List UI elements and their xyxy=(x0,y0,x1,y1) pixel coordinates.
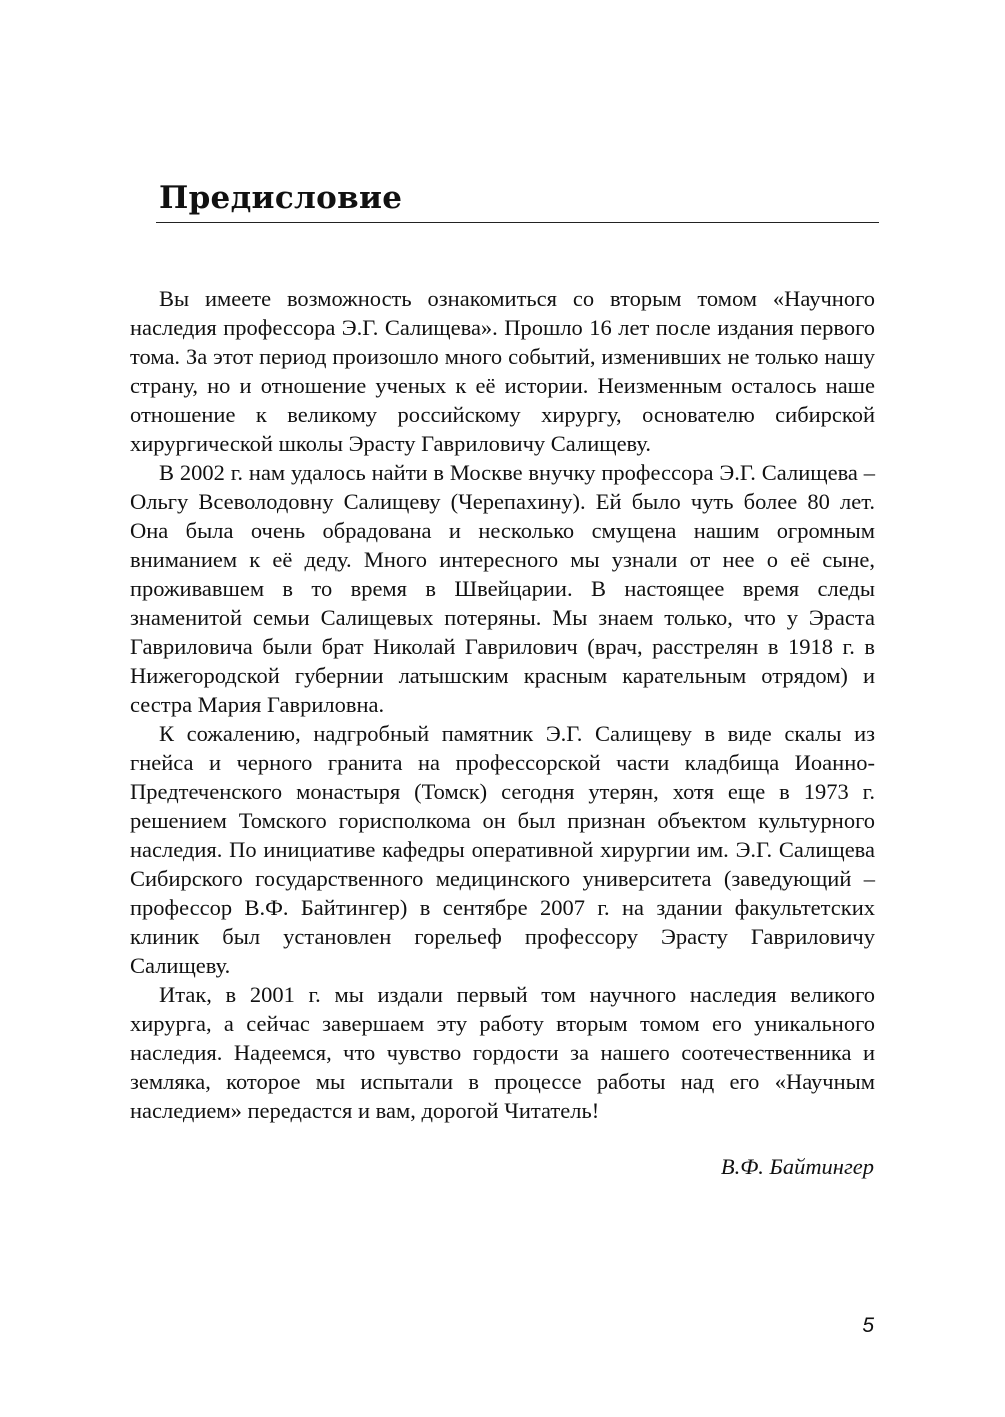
page-number: 5 xyxy=(862,1314,874,1337)
paragraph: В 2002 г. нам удалось найти в Москве внучку профессора Э.Г. Салищева – Ольгу Всеволодовну Салищеву (Черепахину). Ей было чуть более 80 лет. Она была очень обрадована и несколько смущена нашим огромным вниманием к её деду. Много интересного мы узнали от нее о её сыне, проживавшем в то время в Швейцарии. В настоящее время следы знаменитой семьи Салищевых потеряны. Мы знаем только, что у Эраста Гавриловича были брат Николай Гаврилович (врач, расстрелян в 1918 г. в Нижегородской губернии латышским красным карательным отрядом) и сестра Мария Гавриловна. xyxy=(130,460,875,717)
paragraph: К сожалению, надгробный памятник Э.Г. Салищеву в виде скалы из гнейса и черного гранита на профессорской части кладбища Иоанно-Предтеченского монастыря (Томск) сегодня утерян, хотя еще в 1973 г. решением Томского горисполкома он был признан объектом культурного наследия. По инициативе кафедры оперативной хирургии им. Э.Г. Салищева Сибирского государственного медицинского университета (заведующий – профессор В.Ф. Байтингер) в сентябре 2007 г. на здании факультетских клиник был установлен горельеф профессору Эрасту Гавриловичу Салищеву. xyxy=(130,721,875,978)
author-signature: В.Ф. Байтингер xyxy=(720,1154,874,1179)
title-underline xyxy=(156,222,879,223)
paragraph: Вы имеете возможность ознакомиться со вторым томом «Научного наследия профессора Э.Г. Салищева». Прошло 16 лет после издания первого тома. За этот период произошло много событий, изменивших не только нашу страну, но и отношение ученых к её истории. Неизменным осталось наше отношение к великому российскому хирургу, основателю сибирской хирургической школы Эрасту Гавриловичу Салищеву. xyxy=(130,286,875,456)
paragraph: Итак, в 2001 г. мы издали первый том научного наследия великого хирурга, а сейчас завершаем эту работу вторым томом его уникального наследия. Надеемся, что чувство гордости за нашего соотечественника и земляка, которое мы испытали в процессе работы над его «Научным наследием» передастся и вам, дорогой Читатель! xyxy=(130,982,875,1123)
chapter-title: Предисловие xyxy=(159,180,403,216)
preface-body xyxy=(130,284,875,1125)
